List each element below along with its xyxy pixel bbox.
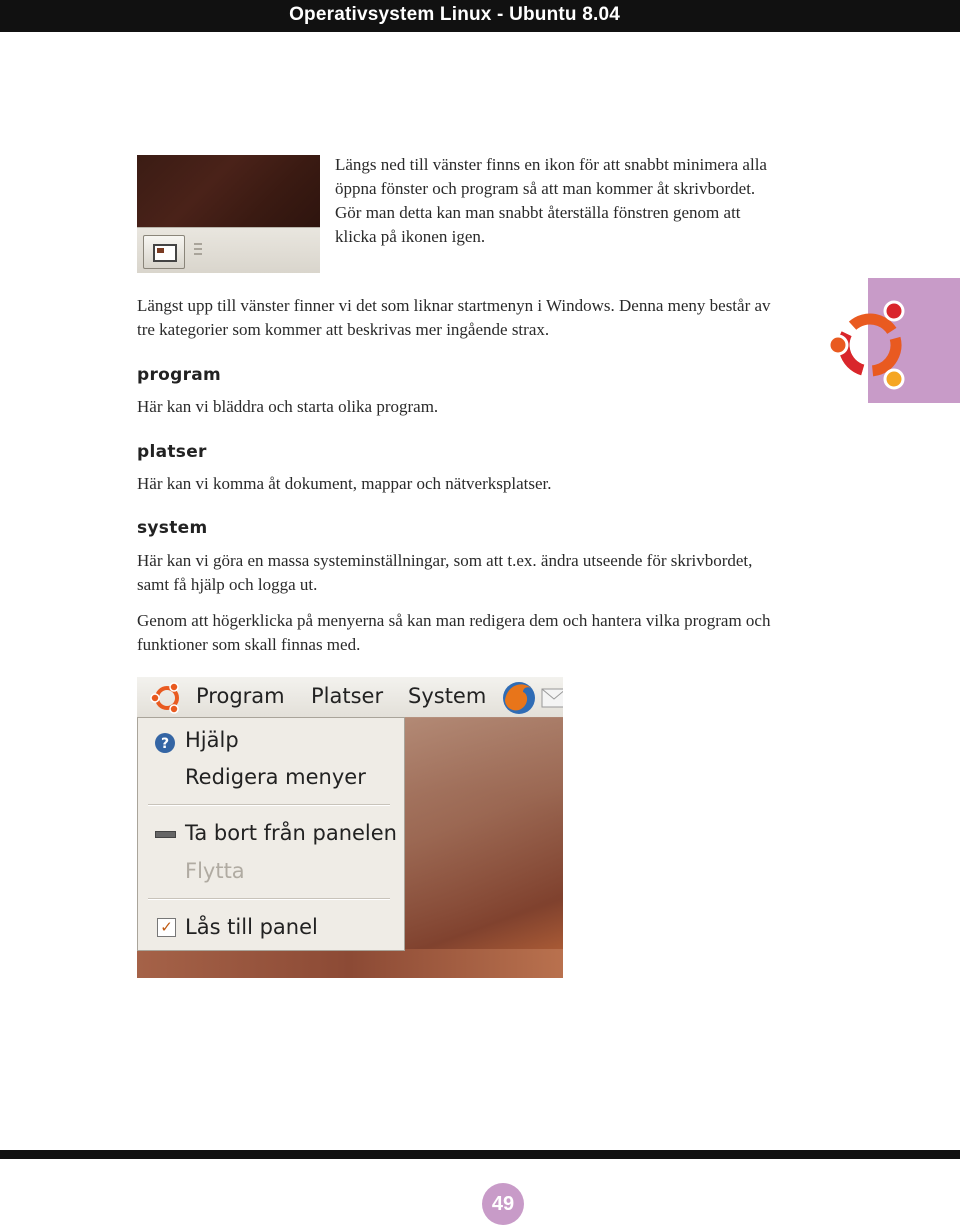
- menu-item-flytta: Flytta: [185, 859, 245, 883]
- heading-program: program: [137, 365, 222, 385]
- desktop-wallpaper-bottom: [137, 949, 563, 978]
- svg-text:?: ?: [160, 736, 170, 752]
- top-panel: [137, 677, 563, 718]
- footer-rule: [0, 1150, 960, 1159]
- menu-separator: [148, 804, 390, 806]
- remove-icon: [155, 831, 176, 838]
- menu-item-hjalp[interactable]: Hjälp: [185, 728, 239, 752]
- outro-paragraph: Genom att högerklicka på menyerna så kan man redigera dem och hantera vilka program och funktioner som skall finnas med.: [137, 611, 771, 654]
- heading-system: system: [137, 518, 208, 538]
- firefox-icon[interactable]: [499, 678, 539, 716]
- system-text: Här kan vi göra en massa systeminställningar, som att t.ex. ändra utseende för skrivbordet, samt få hjälp och logga ut.: [137, 551, 753, 594]
- intro-paragraph: Längs ned till vänster finns en ikon för att snabbt minimera alla öppna fönster och program så att man kommer åt skrivbordet. Gör man detta kan man snabbt återställa fönstren genom att klicka på ikonen igen.: [335, 155, 767, 246]
- desktop-wallpaper: [137, 155, 320, 227]
- menu-separator: [148, 898, 390, 900]
- program-text: Här kan vi bläddra och starta olika program.: [137, 397, 439, 416]
- menu-item-las-till-panel[interactable]: Lås till panel: [185, 915, 318, 939]
- platser-text: Här kan vi komma åt dokument, mappar och nätverksplatser.: [137, 474, 552, 493]
- panel-grip-icon[interactable]: [194, 243, 202, 259]
- desktop-wallpaper: [403, 717, 563, 978]
- show-desktop-screenshot: [137, 155, 320, 273]
- menu-item-ta-bort[interactable]: Ta bort från panelen: [185, 821, 397, 845]
- heading-platser: platser: [137, 442, 207, 462]
- menu-platser[interactable]: Platser: [311, 684, 384, 708]
- page-header: [0, 0, 960, 30]
- panel-context-menu: [137, 717, 405, 951]
- checkbox-checked-icon[interactable]: ✓: [157, 918, 176, 937]
- page-number: 49: [482, 1183, 524, 1225]
- header-title: Operativsystem Linux - Ubuntu 8.04: [289, 4, 620, 25]
- show-desktop-icon: [153, 244, 177, 262]
- mail-icon[interactable]: [541, 683, 563, 711]
- ubuntu-menu-icon[interactable]: [149, 680, 185, 716]
- help-icon: [154, 732, 176, 754]
- menu-program[interactable]: Program: [196, 684, 285, 708]
- header-rule: [0, 30, 960, 32]
- menu-system[interactable]: System: [408, 684, 487, 708]
- panel-menu-screenshot: [137, 677, 563, 978]
- menu-intro-paragraph: Längst upp till vänster finner vi det som liknar startmenyn i Windows. Denna meny består av tre kategorier som kommer att beskrivas mer ingående strax.: [137, 296, 771, 339]
- ubuntu-logo-icon: [825, 300, 915, 390]
- menu-item-redigera-menyer[interactable]: Redigera menyer: [185, 765, 366, 789]
- show-desktop-button[interactable]: [143, 235, 185, 269]
